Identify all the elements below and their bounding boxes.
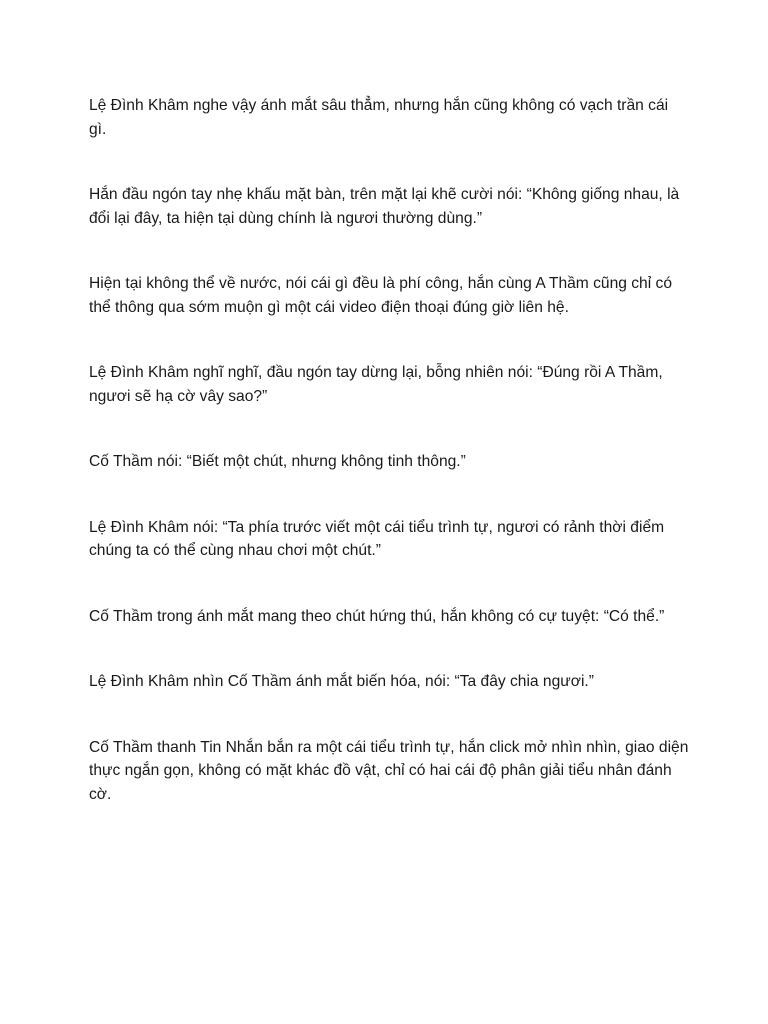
paragraph: Cố Thầm thanh Tin Nhắn bắn ra một cái tiểu trình tự, hắn click mở nhìn nhìn, giao diện thực ngắn gọn, không có mặt khác đồ vật, chỉ có hai cái độ phân giải tiểu nhân đánh cờ. [89,738,689,803]
paragraph: Cố Thầm trong ánh mắt mang theo chút hứng thú, hắn không có cự tuyệt: “Có thể.” [89,607,665,625]
paragraph: Hiện tại không thể về nước, nói cái gì đều là phí công, hắn cùng A Thầm cũng chỉ có thể thông qua sớm muộn gì một cái video điện thoại đúng giờ liên hệ. [89,275,672,316]
paragraph: Lệ Đình Khâm nghĩ nghĩ, đầu ngón tay dừng lại, bỗng nhiên nói: “Đúng rồi A Thầm, ngươi sẽ hạ cờ vây sao?” [89,364,663,405]
paragraph: Lệ Đình Khâm nhìn Cố Thầm ánh mắt biến hóa, nói: “Ta đây chia ngươi.” [89,673,594,690]
paragraph: Cố Thầm nói: “Biết một chút, nhưng không tinh thông.” [89,453,466,470]
paragraph: Lệ Đình Khâm nghe vậy ánh mắt sâu thẳm, nhưng hắn cũng không có vạch trần cái gì. [89,97,669,138]
document-body [89,94,689,848]
paragraph: Lệ Đình Khâm nói: “Ta phía trước viết một cái tiểu trình tự, ngươi có rảnh thời điểm chúng ta có thể cùng nhau chơi một chút.” [89,518,665,559]
paragraph: Hắn đầu ngón tay nhẹ khấu mặt bàn, trên mặt lại khẽ cười nói: “Không giống nhau, là đổi lại đây, ta hiện tại dùng chính là ngươi thường dùng.” [89,186,680,227]
